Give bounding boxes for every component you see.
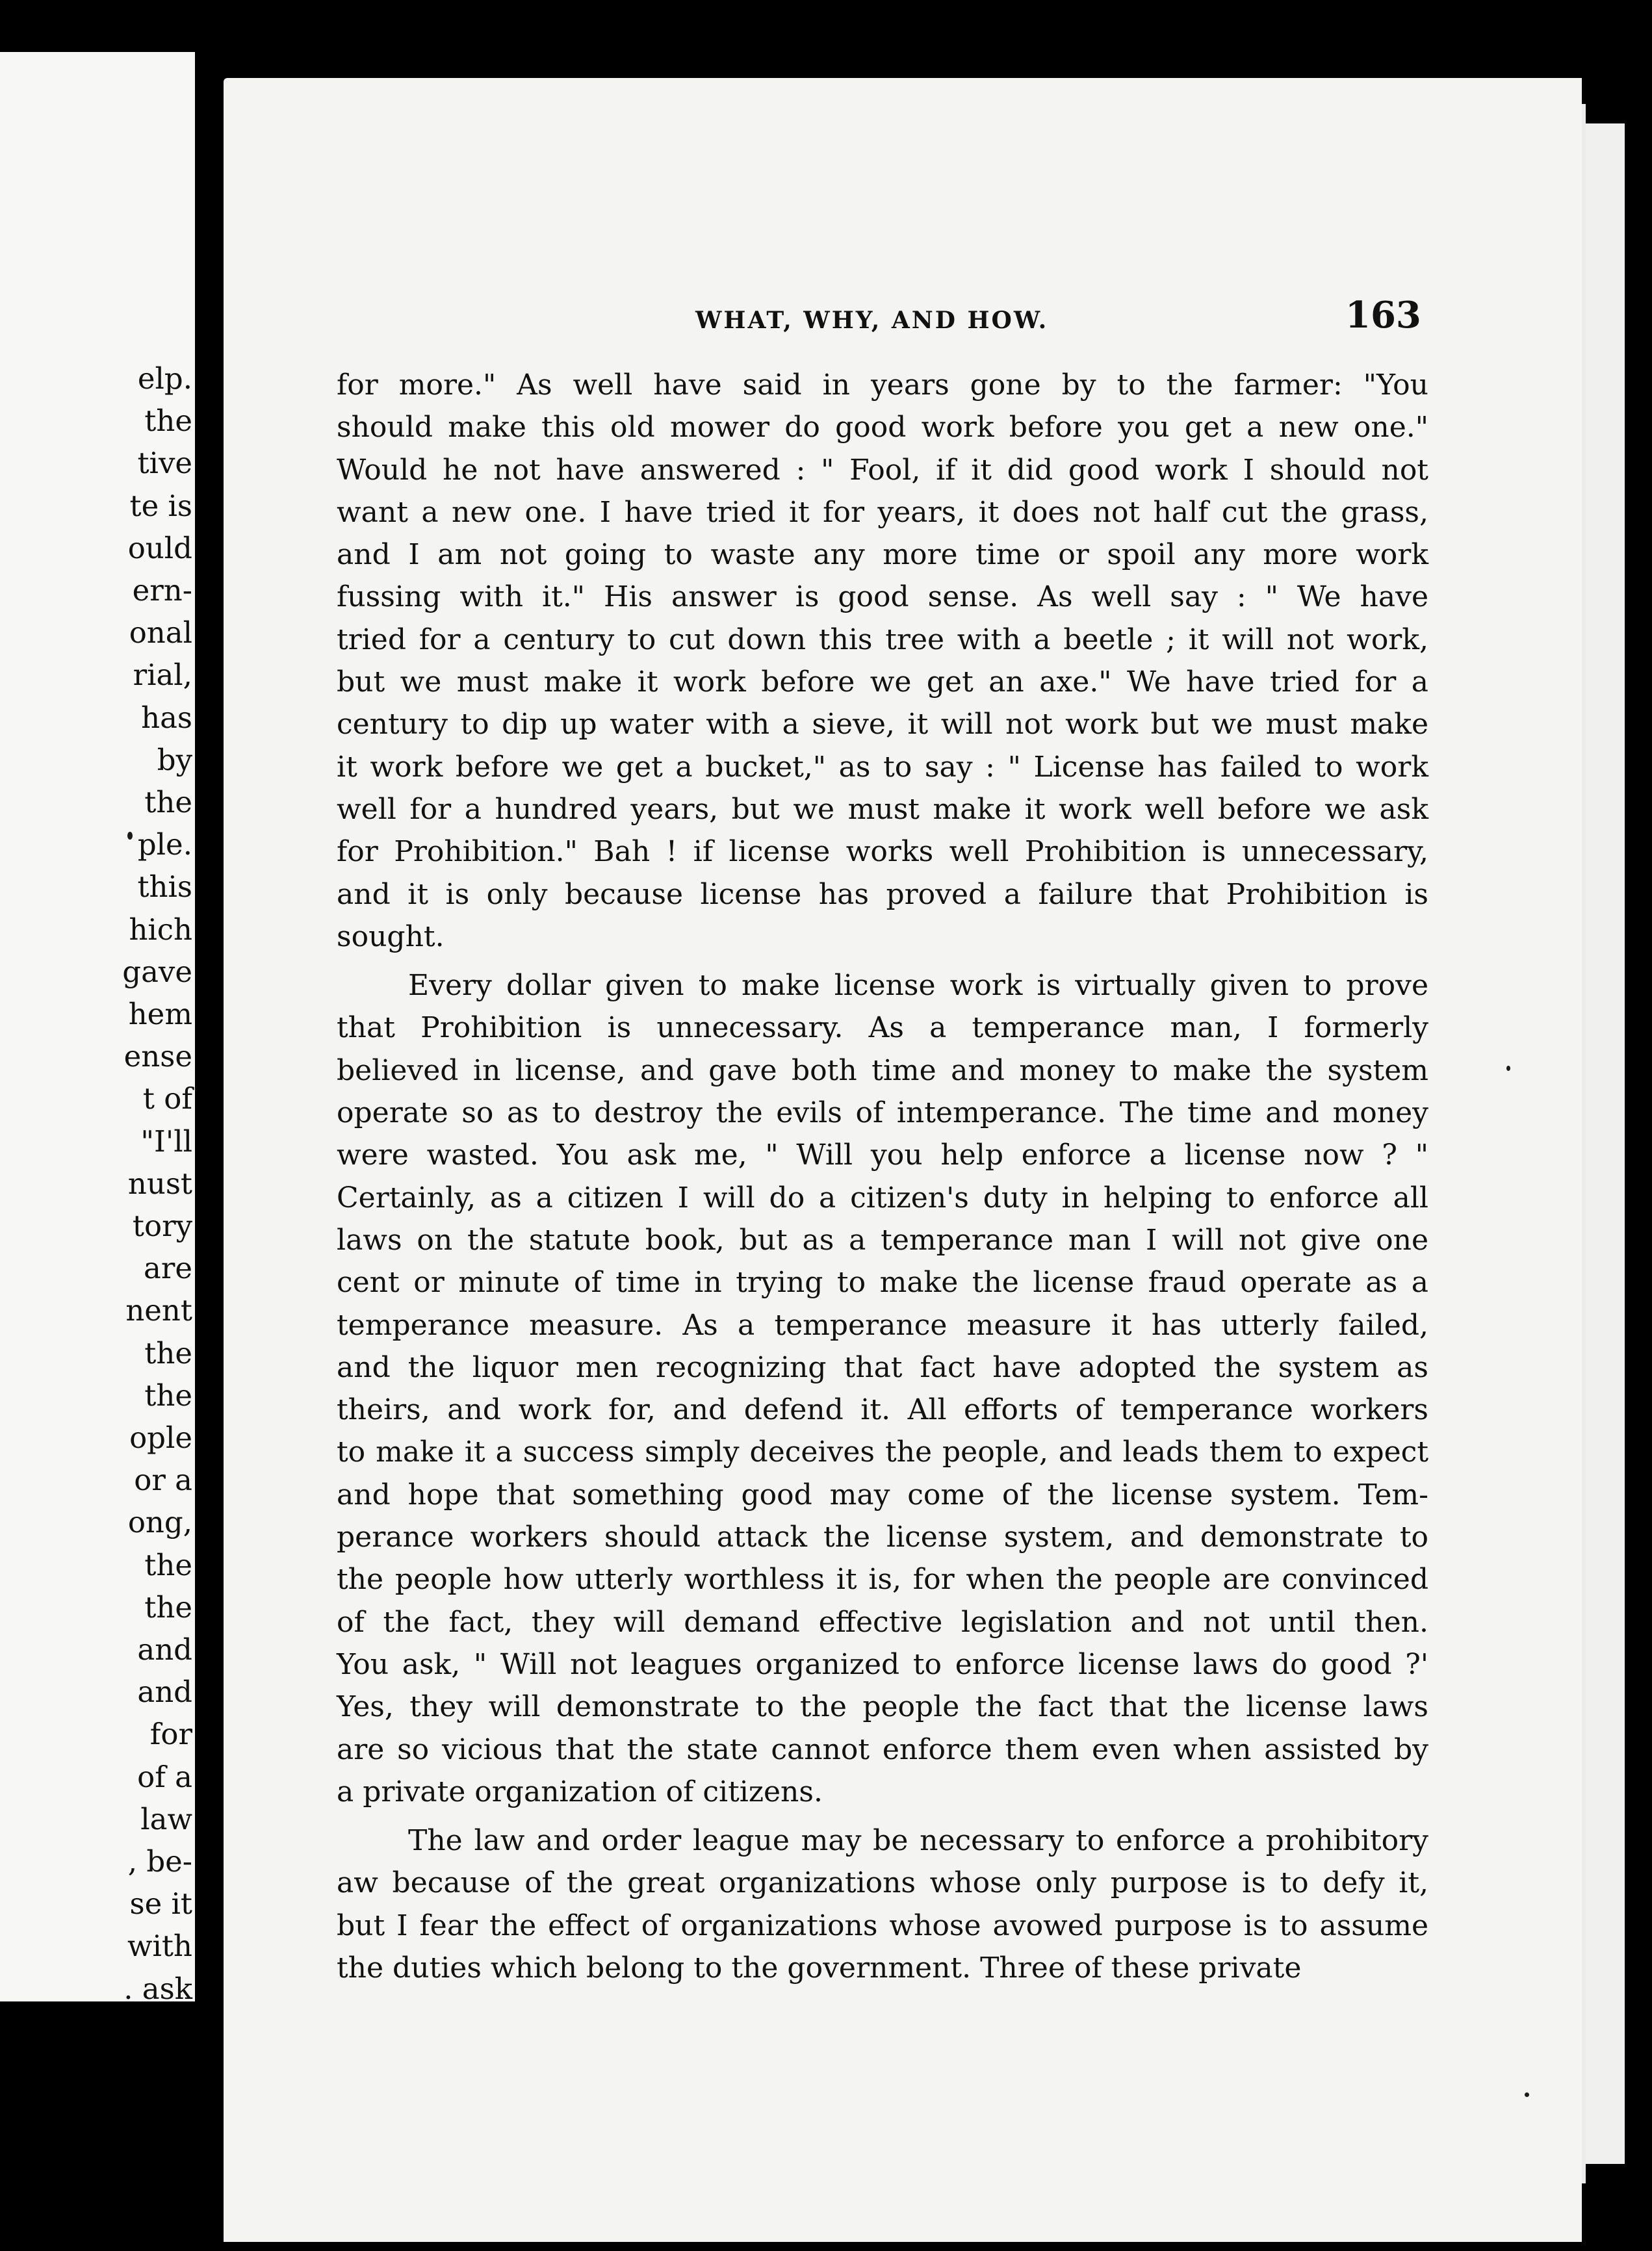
left-page-fragment: ple. <box>137 827 192 862</box>
left-page-fragment: the <box>144 404 192 439</box>
text-line: Every dollar given to make license work is virtually given to prove <box>408 969 1428 1003</box>
left-page-fragment: ern- <box>132 573 192 608</box>
left-page-fragment: nust <box>127 1166 192 1201</box>
left-page-fragment: ense <box>123 1039 192 1074</box>
left-page-fragment: and <box>137 1632 192 1667</box>
text-line: want a new one. I have tried it for years, it does not half cut the grass, <box>337 495 1428 529</box>
text-line: temperance measure. As a temperance measure it has utterly failed, <box>337 1308 1428 1342</box>
left-page-fragment: onal <box>129 615 192 650</box>
text-line: Certainly, as a citizen I will do a citizen's duty in helping to enforce all <box>337 1181 1428 1215</box>
left-page-fragment: with <box>127 1929 192 1964</box>
left-page-fragment: elp. <box>137 361 192 396</box>
left-page-fragment: ople <box>129 1421 192 1455</box>
text-line: and the liquor men recognizing that fact have adopted the system as <box>337 1350 1428 1384</box>
left-page-fragment: nent <box>125 1293 192 1328</box>
text-line: perance workers should attack the license system, and demonstrate to <box>337 1521 1428 1554</box>
text-line: the duties which belong to the government. Three of these private <box>337 1951 1302 1985</box>
text-line: but I fear the effect of organizations whose avowed purpose is to assume <box>337 1909 1428 1942</box>
left-page-fragment: gave <box>122 954 192 989</box>
text-line: operate so as to destroy the evils of intemperance. The time and money <box>337 1096 1428 1130</box>
text-line: and it is only because license has proved a failure that Prohibition is <box>337 877 1428 911</box>
scan-speck <box>1525 2092 1529 2097</box>
left-page-fragment: are <box>144 1251 192 1286</box>
text-line: You ask, " Will not leagues organized to enforce license laws do good ?' <box>337 1647 1428 1681</box>
body-text <box>337 364 1428 1989</box>
left-page-fragment: hich <box>129 912 192 947</box>
text-line: century to dip up water with a sieve, it will not work but we must make <box>337 708 1428 741</box>
left-page-fragment: law <box>140 1801 192 1836</box>
text-line: a private organization of citizens. <box>337 1775 823 1808</box>
text-line: tried for a century to cut down this tree with a beetle ; it will not work, <box>337 623 1428 656</box>
text-line: it work before we get a bucket," as to say : " License has failed to work <box>337 750 1428 784</box>
left-page-fragment: hem <box>128 997 192 1031</box>
text-line: but we must make it work before we get an axe." We have tried for a <box>337 665 1428 699</box>
text-line: and hope that something good may come of the license system. Tem- <box>337 1478 1428 1511</box>
left-page-fragment: se it <box>129 1886 192 1922</box>
left-page-fragment: or a <box>134 1463 192 1498</box>
text-line: for more." As well have said in years gone by to the farmer: "You <box>337 368 1428 402</box>
left-page-fragment: , be- <box>127 1844 192 1879</box>
left-page-fragment: the <box>144 1589 192 1625</box>
text-line: that Prohibition is unnecessary. As a temperance man, I formerly <box>337 1011 1428 1045</box>
left-page-fragment: for <box>149 1717 192 1752</box>
text-line: and I am not going to waste any more time or spoil any more work <box>337 538 1428 572</box>
text-line: theirs, and work for, and defend it. All efforts of temperance workers <box>337 1393 1428 1427</box>
running-head: WHAT, WHY, AND HOW. <box>695 307 1049 334</box>
left-page-fragment: ong, <box>127 1505 192 1540</box>
page-number: 163 <box>1345 294 1421 337</box>
left-page-fragment: . ask <box>123 1971 192 2001</box>
paragraph-1 <box>337 364 1428 958</box>
page-edge-shadow <box>1586 123 1625 2164</box>
text-line: should make this old mower do good work before you get a new one." <box>337 411 1428 444</box>
left-page-fragment: the <box>144 1547 192 1582</box>
text-line: Yes, they will demonstrate to the people the fact that the license laws <box>337 1690 1428 1724</box>
text-line: for Prohibition." Bah ! if license works well Prohibition is unnecessary, <box>337 835 1428 869</box>
left-page-fragment: ould <box>127 530 192 565</box>
text-line: well for a hundred years, but we must make it work well before we ask <box>337 792 1428 826</box>
left-page-fragment: tive <box>137 446 192 481</box>
text-line: sought. <box>337 920 445 953</box>
text-line: to make it a success simply deceives the people, and leads them to expect <box>337 1435 1428 1469</box>
left-page-fragment: the <box>144 1335 192 1370</box>
text-line: of the fact, they will demand effective legislation and not until then. <box>337 1605 1428 1639</box>
left-page-fragment: the <box>144 785 192 819</box>
text-line: The law and order league may be necessary to enforce a prohibitory <box>408 1824 1428 1858</box>
paragraph-3 <box>337 1820 1428 1989</box>
text-line: Would he not have answered : " Fool, if it did good work I should not <box>337 453 1428 487</box>
left-page-fragment: and <box>137 1675 192 1710</box>
text-line: are so vicious that the state cannot enforce them even when assisted by <box>337 1732 1428 1766</box>
text-line: the people how utterly worthless it is, for when the people are convinced <box>337 1563 1428 1597</box>
paragraph-2 <box>337 964 1428 1813</box>
scan-speck <box>127 832 133 840</box>
text-line: aw because of the great organizations whose only purpose is to defy it, <box>337 1866 1428 1900</box>
text-line: cent or minute of time in trying to make the license fraud operate as a <box>337 1266 1428 1300</box>
text-line: were wasted. You ask me, " Will you help enforce a license now ? " <box>337 1138 1428 1172</box>
left-page-fragment: rial, <box>133 658 192 693</box>
left-page-fragment: t of <box>142 1081 192 1116</box>
left-page-fragment: the <box>144 1378 192 1413</box>
left-page-fragment: has <box>141 700 192 735</box>
left-page-fragment: this <box>137 869 192 905</box>
left-page-fragment: "I'll <box>140 1124 192 1159</box>
text-line: fussing with it." His answer is good sense. As well say : " We have <box>337 580 1428 614</box>
left-page-fragment: by <box>157 742 192 777</box>
left-page-fragment: te is <box>129 488 192 523</box>
scan-speck <box>1506 1066 1510 1071</box>
left-facing-page <box>0 52 195 2001</box>
left-page-fragment: tory <box>132 1209 192 1243</box>
text-line: laws on the statute book, but as a temperance man I will not give one <box>337 1223 1428 1257</box>
left-page-fragment: of a <box>137 1759 192 1794</box>
text-line: believed in license, and gave both time and money to make the system <box>337 1053 1428 1087</box>
